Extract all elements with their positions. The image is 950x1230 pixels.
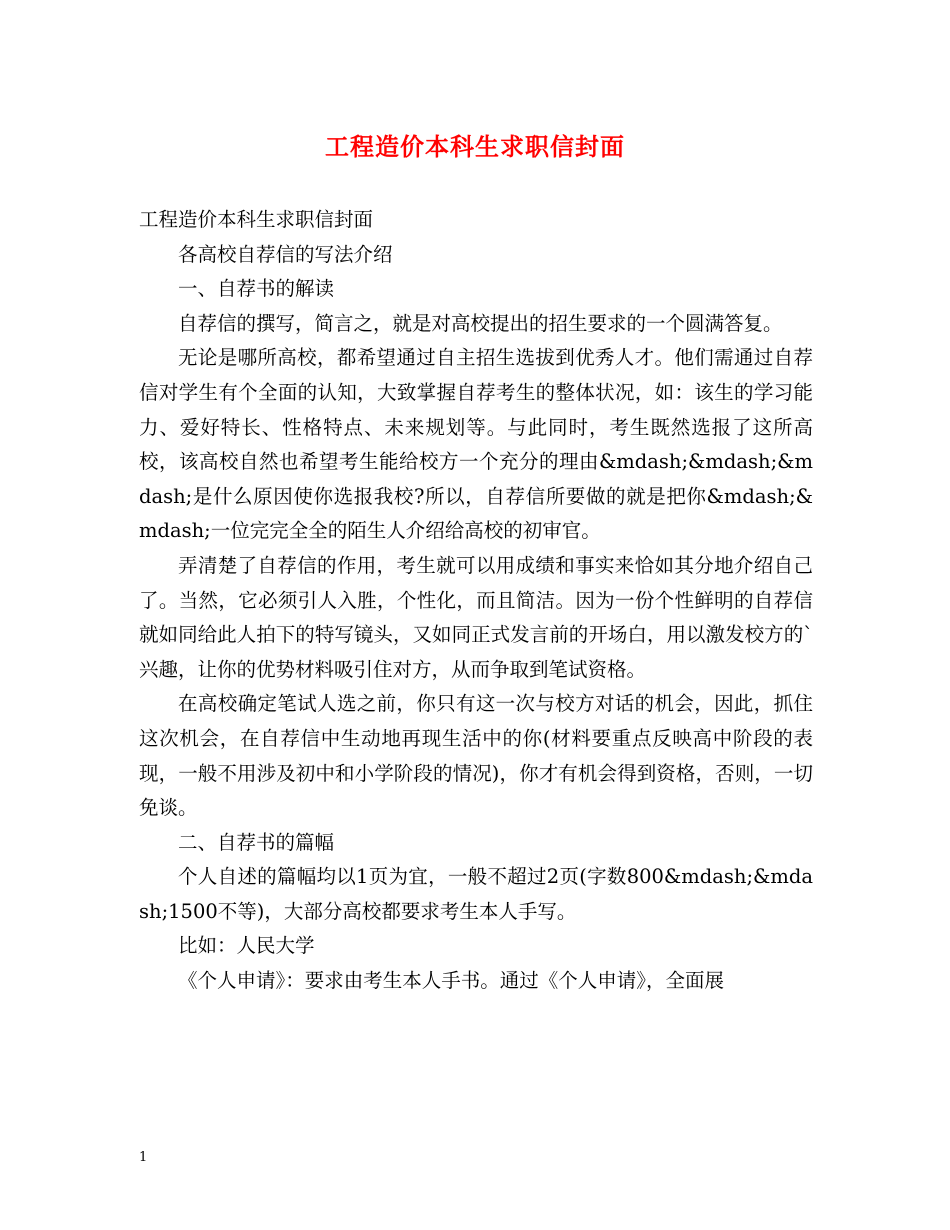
body-paragraph: 弄清楚了自荐信的作用，考生就可以用成绩和事实来恰如其分地介绍自己了。当然，它必须引人入胜，个性化，而且简洁。因为一份个性鲜明的自荐信就如同给此人拍下的特写镜头，又如同正式发言前的开场白，用以激发校方的`兴趣，让你的优势材料吸引住对方，从而争取到笔试资格。 xyxy=(139,553,813,681)
document-body xyxy=(139,203,813,999)
page-number: 1 xyxy=(139,1150,148,1165)
body-paragraph: 自荐信的撰写，简言之，就是对高校提出的招生要求的一个圆满答复。 xyxy=(178,311,783,335)
body-paragraph: 各高校自荐信的写法介绍 xyxy=(178,242,393,266)
body-paragraph: 无论是哪所高校，都希望通过自主招生选拔到优秀人才。他们需通过自荐信对学生有个全面的认知，大致掌握自荐考生的整体状况，如：该生的学习能力、爱好特长、性格特点、未来规划等。与此同时，考生既然选报了这所高校，该高校自然也希望考生能给校方一个充分的理由&mdash;&mdash;&mdash;是什么原因使你选报我校?所以，自荐信所要做的就是把你&mdash;&mdash;一位完完全全的陌生人介绍给高校的初审官。 xyxy=(139,346,813,543)
body-paragraph: 一、自荐书的解读 xyxy=(178,277,335,301)
body-paragraph: 《个人申请》：要求由考生本人手书。通过《个人申请》，全面展 xyxy=(178,969,725,993)
document-title: 工程造价本科生求职信封面 xyxy=(325,132,625,161)
body-paragraph: 在高校确定笔试人选之前，你只有这一次与校方对话的机会，因此，抓住这次机会，在自荐信中生动地再现生活中的你(材料要重点反映高中阶段的表现，一般不用涉及初中和小学阶段的情况)，你才有机会得到资格，否则，一切免谈。 xyxy=(139,692,813,820)
body-paragraph: 二、自荐书的篇幅 xyxy=(178,830,335,854)
body-paragraph: 工程造价本科生求职信封面 xyxy=(139,208,374,231)
body-paragraph: 个人自述的篇幅均以1页为宜，一般不超过2页(字数800&mdash;&mdash;1500不等)，大部分高校都要求考生本人手写。 xyxy=(139,865,813,923)
body-paragraph: 比如：人民大学 xyxy=(178,934,315,958)
